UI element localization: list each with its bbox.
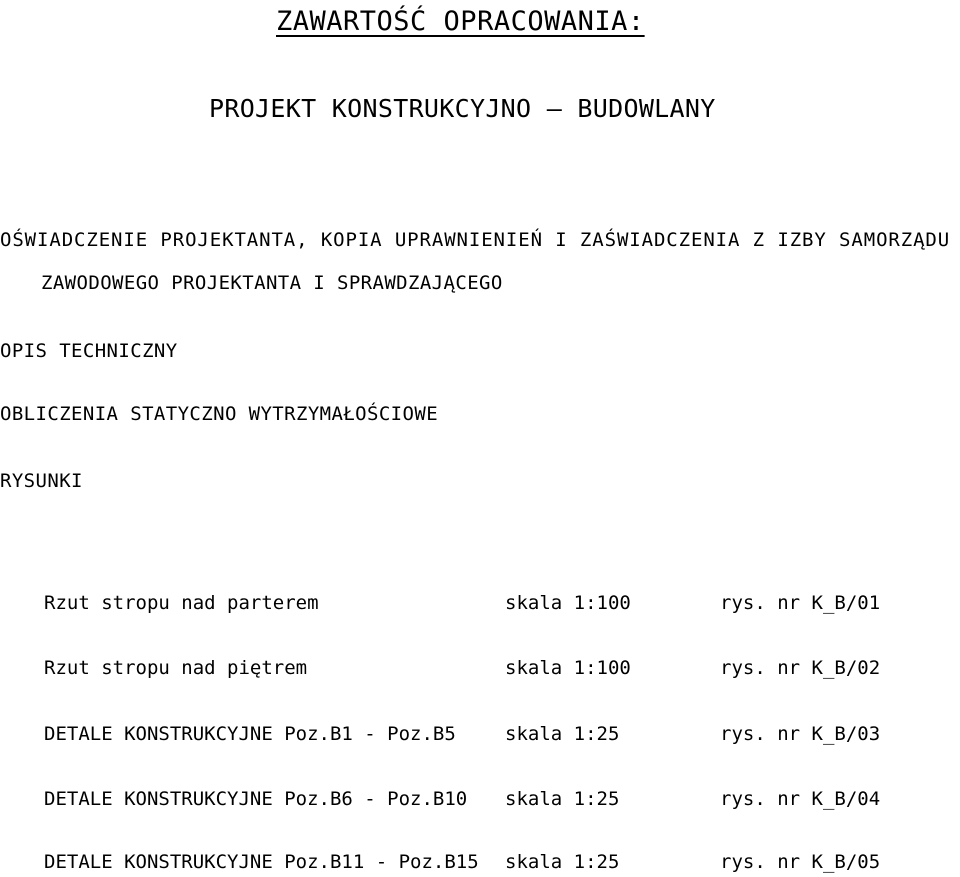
drawing-scale: skala 1:100: [505, 657, 631, 679]
drawing-row: [0, 853, 960, 877]
drawing-name: Rzut stropu nad piętrem: [44, 657, 308, 679]
contents-item-static-calculations: OBLICZENIA STATYCZNO WYTRZYMAŁOŚCIOWE: [0, 403, 439, 425]
contents-item-statement-continued: ZAWODOWEGO PROJEKTANTA I SPRAWDZAJĄCEGO: [41, 272, 503, 294]
drawing-name: DETALE KONSTRUKCYJNE Poz.B1 - Poz.B5: [44, 723, 456, 745]
drawing-name: DETALE KONSTRUKCYJNE Poz.B11 - Poz.B15: [44, 851, 479, 873]
drawing-row: [0, 594, 960, 618]
drawing-number: rys. nr K_B/05: [720, 851, 881, 873]
drawing-number: rys. nr K_B/02: [720, 657, 881, 679]
drawing-row: [0, 659, 960, 683]
drawing-scale: skala 1:25: [505, 851, 620, 873]
drawing-number: rys. nr K_B/04: [720, 788, 881, 810]
contents-item-drawings: RYSUNKI: [0, 470, 83, 492]
drawing-name: Rzut stropu nad parterem: [44, 592, 319, 614]
document-subtitle: PROJEKT KONSTRUKCYJNO – BUDOWLANY: [209, 94, 716, 123]
drawing-number: rys. nr K_B/03: [720, 723, 881, 745]
drawing-name: DETALE KONSTRUKCYJNE Poz.B6 - Poz.B10: [44, 788, 468, 810]
drawing-scale: skala 1:100: [505, 592, 631, 614]
contents-item-technical-description: OPIS TECHNICZNY: [0, 340, 178, 362]
drawing-scale: skala 1:25: [505, 723, 620, 745]
document-title: ZAWARTOŚĆ OPRACOWANIA:: [276, 6, 645, 37]
drawing-row: [0, 790, 960, 814]
drawing-row: [0, 725, 960, 749]
drawing-number: rys. nr K_B/01: [720, 592, 881, 614]
contents-item-statement: OŚWIADCZENIE PROJEKTANTA, KOPIA UPRAWNIENIEŃ I ZAŚWIADCZENIA Z IZBY SAMORZĄDU: [0, 229, 951, 251]
drawing-scale: skala 1:25: [505, 788, 620, 810]
